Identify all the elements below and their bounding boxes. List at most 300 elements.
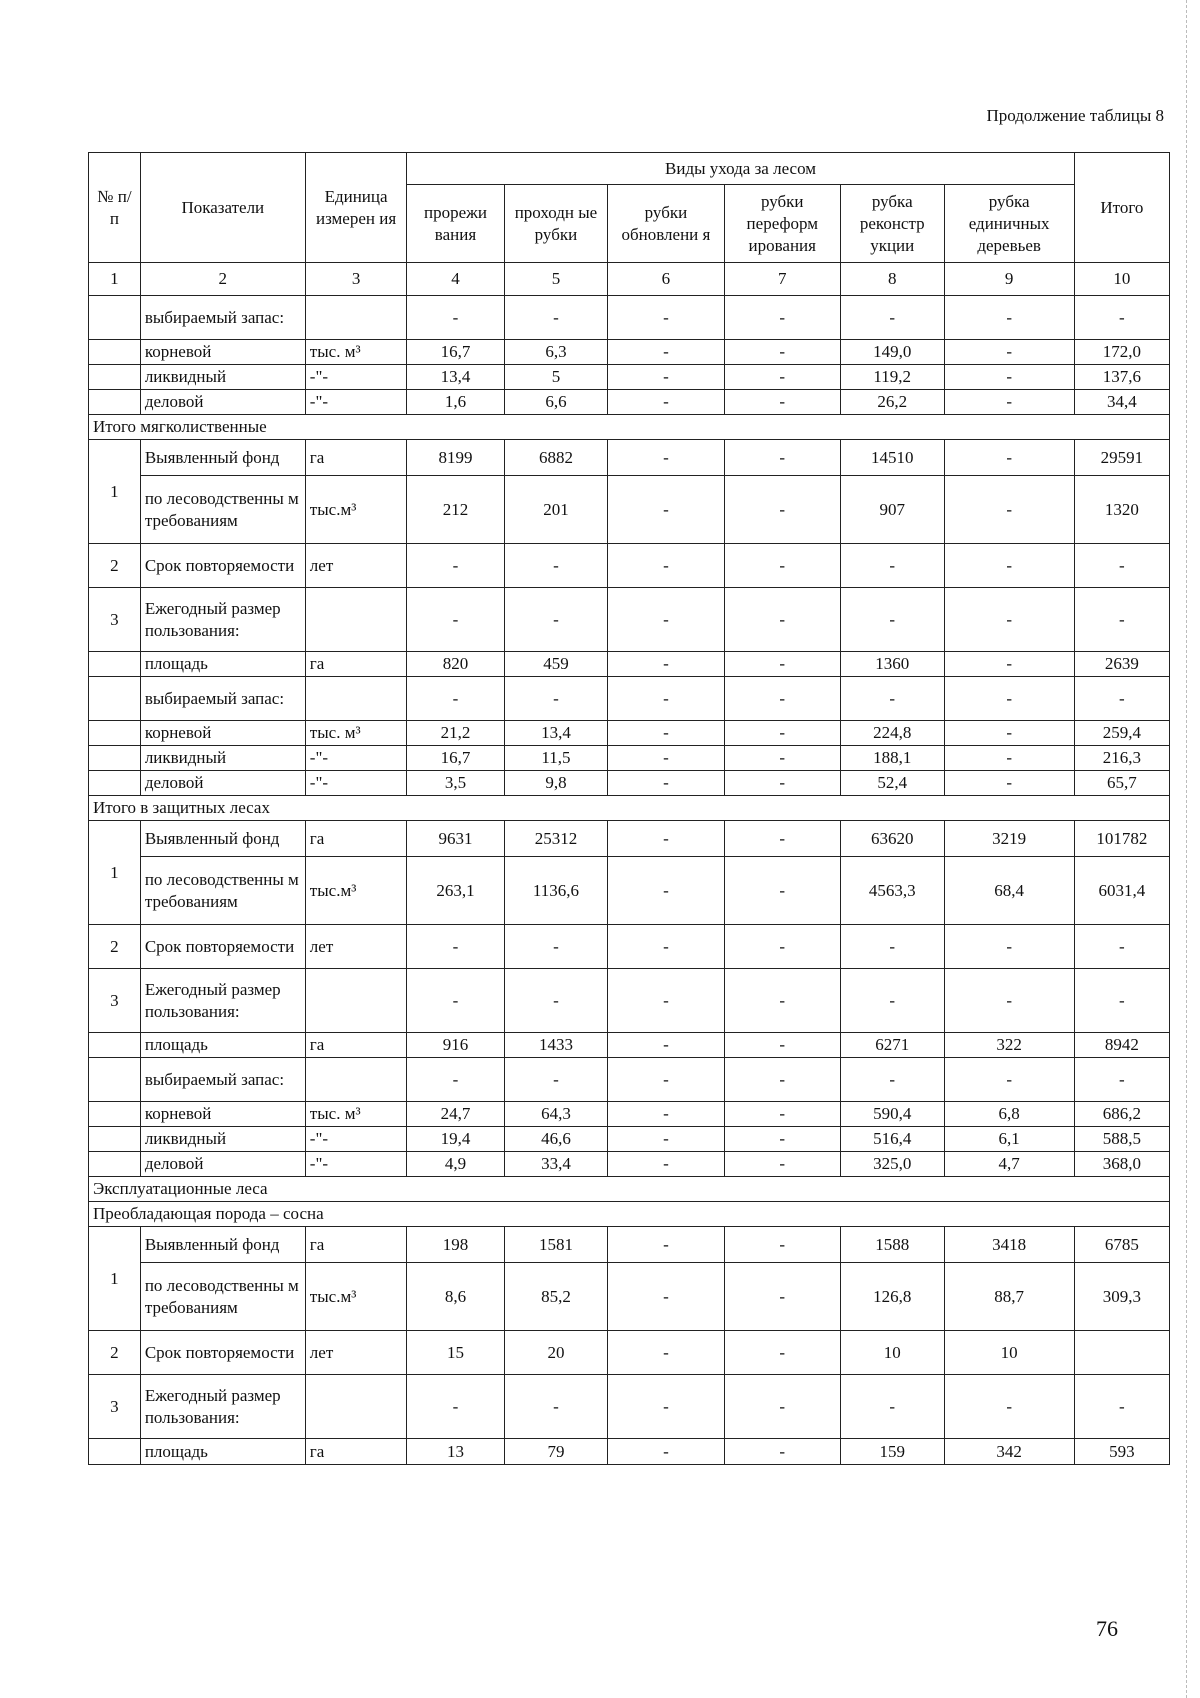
table-row [89, 340, 1170, 365]
row-value: 820 [407, 652, 504, 677]
row-value: - [944, 925, 1074, 969]
row-value: - [504, 588, 608, 652]
row-value: 10 [944, 1331, 1074, 1375]
row-value: - [840, 1375, 944, 1439]
row-unit [305, 1058, 407, 1102]
row-value: 588,5 [1074, 1127, 1169, 1152]
row-value: - [608, 677, 724, 721]
row-value: - [1074, 1058, 1169, 1102]
row-value: 19,4 [407, 1127, 504, 1152]
row-unit: -"- [305, 365, 407, 390]
header-total: Итого [1074, 153, 1169, 263]
row-value: - [724, 588, 840, 652]
row-value: 8199 [407, 440, 504, 476]
row-value: - [840, 1058, 944, 1102]
row-num: 1 [89, 440, 141, 544]
fund-row-volume [89, 857, 1170, 925]
table-row [89, 390, 1170, 415]
row-value: - [840, 925, 944, 969]
row-value: - [407, 588, 504, 652]
table-row [89, 544, 1170, 588]
row-value: - [608, 365, 724, 390]
row-num [89, 390, 141, 415]
row-value: - [608, 440, 724, 476]
row-value: - [724, 1058, 840, 1102]
row-unit: га [305, 1033, 407, 1058]
row-value: - [608, 296, 724, 340]
header-col-reconstruction: рубка реконстр укции [840, 185, 944, 263]
row-value: 16,7 [407, 340, 504, 365]
row-value: 149,0 [840, 340, 944, 365]
row-value: 216,3 [1074, 746, 1169, 771]
row-value: - [407, 969, 504, 1033]
row-value: 21,2 [407, 721, 504, 746]
row-value: 6031,4 [1074, 857, 1169, 925]
row-value: - [724, 1227, 840, 1263]
row-value: - [407, 677, 504, 721]
row-value: 516,4 [840, 1127, 944, 1152]
row-indicator: по лесоводственны м требованиям [140, 476, 305, 544]
table-row [89, 746, 1170, 771]
section-row [89, 1202, 1170, 1227]
row-num: 2 [89, 1331, 141, 1375]
row-value: - [724, 340, 840, 365]
row-unit: лет [305, 925, 407, 969]
row-value: 79 [504, 1439, 608, 1465]
table-row [89, 1102, 1170, 1127]
block-soft-leaved [89, 415, 1170, 796]
row-indicator: Срок повторяемости [140, 1331, 305, 1375]
row-value: 590,4 [840, 1102, 944, 1127]
row-indicator: ликвидный [140, 1127, 305, 1152]
row-value: 342 [944, 1439, 1074, 1465]
row-value: 3,5 [407, 771, 504, 796]
table-row [89, 1331, 1170, 1375]
row-value: 29591 [1074, 440, 1169, 476]
row-value: 5 [504, 365, 608, 390]
row-unit: га [305, 1227, 407, 1263]
row-value: - [608, 340, 724, 365]
row-value: 20 [504, 1331, 608, 1375]
row-value: 1136,6 [504, 857, 608, 925]
row-value: 10 [840, 1331, 944, 1375]
row-num: 3 [89, 969, 141, 1033]
row-unit [305, 677, 407, 721]
row-num [89, 771, 141, 796]
row-num [89, 1058, 141, 1102]
row-unit [305, 1375, 407, 1439]
row-value: 85,2 [504, 1263, 608, 1331]
row-unit: га [305, 1439, 407, 1465]
row-indicator: площадь [140, 1033, 305, 1058]
row-value: - [504, 677, 608, 721]
row-value: - [840, 544, 944, 588]
row-value: 259,4 [1074, 721, 1169, 746]
row-value: - [608, 1033, 724, 1058]
colnum-6: 6 [608, 263, 724, 296]
row-value: - [944, 771, 1074, 796]
row-indicator: площадь [140, 652, 305, 677]
row-value: - [944, 588, 1074, 652]
row-value: 916 [407, 1033, 504, 1058]
row-indicator: Ежегодный размер пользования: [140, 588, 305, 652]
row-value: 201 [504, 476, 608, 544]
row-value: 459 [504, 652, 608, 677]
header-num: № п/п [89, 153, 141, 263]
row-value: - [944, 365, 1074, 390]
forest-care-table [88, 152, 1170, 1465]
colnum-9: 9 [944, 263, 1074, 296]
table-row [89, 925, 1170, 969]
row-value: 322 [944, 1033, 1074, 1058]
row-value: - [724, 440, 840, 476]
row-value: - [608, 1375, 724, 1439]
row-unit: тыс.м³ [305, 857, 407, 925]
row-value: - [944, 1058, 1074, 1102]
row-num: 2 [89, 925, 141, 969]
row-value: - [608, 746, 724, 771]
row-indicator: Срок повторяемости [140, 544, 305, 588]
row-value: - [608, 969, 724, 1033]
row-indicator: деловой [140, 1152, 305, 1177]
row-value: - [407, 296, 504, 340]
row-unit: -"- [305, 1127, 407, 1152]
row-value: - [608, 721, 724, 746]
row-value: 4,9 [407, 1152, 504, 1177]
row-value: - [608, 1102, 724, 1127]
row-indicator: корневой [140, 721, 305, 746]
row-value: - [608, 1263, 724, 1331]
row-indicator: по лесоводственны м требованиям [140, 1263, 305, 1331]
row-value: 907 [840, 476, 944, 544]
row-value: - [1074, 969, 1169, 1033]
row-value: - [724, 476, 840, 544]
row-value: 46,6 [504, 1127, 608, 1152]
row-value: - [608, 821, 724, 857]
row-unit: лет [305, 544, 407, 588]
row-value: - [724, 544, 840, 588]
row-value: - [608, 1227, 724, 1263]
row-value: - [504, 1058, 608, 1102]
row-value: 1588 [840, 1227, 944, 1263]
row-indicator: Ежегодный размер пользования: [140, 1375, 305, 1439]
row-unit: тыс. м³ [305, 340, 407, 365]
row-value: 3219 [944, 821, 1074, 857]
block-protective-forests [89, 796, 1170, 1177]
row-value: - [407, 925, 504, 969]
row-value: - [1074, 544, 1169, 588]
row-value: - [504, 925, 608, 969]
section-title: Итого мягколиственные [89, 415, 1170, 440]
row-unit: тыс.м³ [305, 476, 407, 544]
block-exploitation-forests [89, 1177, 1170, 1465]
row-value: 26,2 [840, 390, 944, 415]
row-indicator: по лесоводственны м требованиям [140, 857, 305, 925]
row-value: 25312 [504, 821, 608, 857]
row-num [89, 365, 141, 390]
table-row [89, 721, 1170, 746]
row-value: 14510 [840, 440, 944, 476]
row-value: - [504, 1375, 608, 1439]
row-unit: тыс. м³ [305, 721, 407, 746]
row-value: - [944, 544, 1074, 588]
row-value: 126,8 [840, 1263, 944, 1331]
table-row [89, 588, 1170, 652]
row-value: - [1074, 677, 1169, 721]
table-row [89, 1033, 1170, 1058]
row-value: - [608, 652, 724, 677]
block-continued [89, 296, 1170, 415]
row-value: 33,4 [504, 1152, 608, 1177]
row-value: - [944, 652, 1074, 677]
row-unit: -"- [305, 390, 407, 415]
row-num [89, 1102, 141, 1127]
row-value: - [724, 721, 840, 746]
row-value: 9,8 [504, 771, 608, 796]
colnum-1: 1 [89, 263, 141, 296]
row-value: 188,1 [840, 746, 944, 771]
row-unit [305, 588, 407, 652]
row-value: 88,7 [944, 1263, 1074, 1331]
row-value: 8,6 [407, 1263, 504, 1331]
row-value: 4563,3 [840, 857, 944, 925]
row-value: - [608, 544, 724, 588]
row-value: - [608, 1331, 724, 1375]
row-value: - [724, 821, 840, 857]
row-value: 3418 [944, 1227, 1074, 1263]
row-value: - [608, 1127, 724, 1152]
row-value: - [944, 1375, 1074, 1439]
row-num [89, 677, 141, 721]
row-value: - [944, 721, 1074, 746]
row-indicator: площадь [140, 1439, 305, 1465]
row-value: 593 [1074, 1439, 1169, 1465]
row-value: - [724, 296, 840, 340]
table-row [89, 677, 1170, 721]
row-num: 1 [89, 821, 141, 925]
row-value: 6,8 [944, 1102, 1074, 1127]
row-value: - [840, 588, 944, 652]
row-unit: -"- [305, 771, 407, 796]
row-value: - [1074, 588, 1169, 652]
row-unit: га [305, 440, 407, 476]
row-value: 137,6 [1074, 365, 1169, 390]
row-value: 8942 [1074, 1033, 1169, 1058]
row-value: - [840, 969, 944, 1033]
row-value: - [724, 365, 840, 390]
row-value: - [608, 925, 724, 969]
section-row [89, 1177, 1170, 1202]
row-value: - [407, 544, 504, 588]
section-title: Итого в защитных лесах [89, 796, 1170, 821]
row-value: - [724, 969, 840, 1033]
row-value: 224,8 [840, 721, 944, 746]
row-value: 15 [407, 1331, 504, 1375]
row-indicator: Срок повторяемости [140, 925, 305, 969]
row-value: - [724, 771, 840, 796]
row-value: 1433 [504, 1033, 608, 1058]
row-num [89, 1439, 141, 1465]
header-col-reform: рубки переформ ирования [724, 185, 840, 263]
header-unit: Единица измерен ия [305, 153, 407, 263]
row-value: - [407, 1058, 504, 1102]
fund-row-area [89, 1227, 1170, 1263]
row-value: - [608, 476, 724, 544]
row-value: 686,2 [1074, 1102, 1169, 1127]
row-value: 6,1 [944, 1127, 1074, 1152]
row-value: 6785 [1074, 1227, 1169, 1263]
table-row [89, 1375, 1170, 1439]
row-value: - [724, 746, 840, 771]
row-value: 368,0 [1074, 1152, 1169, 1177]
row-value: 68,4 [944, 857, 1074, 925]
row-unit: лет [305, 1331, 407, 1375]
row-unit: га [305, 652, 407, 677]
row-num: 2 [89, 544, 141, 588]
row-value: - [944, 677, 1074, 721]
row-value: - [608, 1439, 724, 1465]
row-value: 6,3 [504, 340, 608, 365]
row-indicator: выбираемый запас: [140, 677, 305, 721]
row-value: - [724, 925, 840, 969]
row-value: - [944, 440, 1074, 476]
colnum-8: 8 [840, 263, 944, 296]
row-value: 11,5 [504, 746, 608, 771]
row-value: 9631 [407, 821, 504, 857]
row-value [1074, 1331, 1169, 1375]
section-row [89, 415, 1170, 440]
row-num [89, 746, 141, 771]
row-value: - [944, 746, 1074, 771]
table-row [89, 1127, 1170, 1152]
row-value: 263,1 [407, 857, 504, 925]
row-unit [305, 969, 407, 1033]
row-indicator: выбираемый запас: [140, 296, 305, 340]
row-indicator: Выявленный фонд [140, 440, 305, 476]
table-row [89, 771, 1170, 796]
row-num [89, 1127, 141, 1152]
row-value: - [944, 296, 1074, 340]
row-value: - [724, 1263, 840, 1331]
row-value: - [608, 588, 724, 652]
colnum-7: 7 [724, 263, 840, 296]
row-value: - [840, 296, 944, 340]
row-indicator: ликвидный [140, 365, 305, 390]
row-unit: -"- [305, 1152, 407, 1177]
row-value: - [944, 969, 1074, 1033]
row-value: 63620 [840, 821, 944, 857]
row-num [89, 721, 141, 746]
row-num [89, 296, 141, 340]
fund-row-area [89, 821, 1170, 857]
row-num [89, 1152, 141, 1177]
table-row [89, 652, 1170, 677]
row-value: - [724, 1375, 840, 1439]
row-value: 52,4 [840, 771, 944, 796]
row-value: - [840, 677, 944, 721]
section-row [89, 796, 1170, 821]
row-value: - [608, 1058, 724, 1102]
row-value: - [1074, 1375, 1169, 1439]
row-value: 1320 [1074, 476, 1169, 544]
row-value: 309,3 [1074, 1263, 1169, 1331]
row-value: 6271 [840, 1033, 944, 1058]
header-indicators: Показатели [140, 153, 305, 263]
fund-row-area [89, 440, 1170, 476]
row-value: 24,7 [407, 1102, 504, 1127]
row-indicator: выбираемый запас: [140, 1058, 305, 1102]
row-unit: тыс. м³ [305, 1102, 407, 1127]
row-value: - [724, 1102, 840, 1127]
row-value: - [944, 476, 1074, 544]
row-value: 34,4 [1074, 390, 1169, 415]
row-value: 101782 [1074, 821, 1169, 857]
section-title: Преобладающая порода – сосна [89, 1202, 1170, 1227]
row-value: - [724, 857, 840, 925]
row-unit: га [305, 821, 407, 857]
row-value: 1360 [840, 652, 944, 677]
row-unit: -"- [305, 746, 407, 771]
table-row [89, 969, 1170, 1033]
row-value: 64,3 [504, 1102, 608, 1127]
row-value: - [504, 296, 608, 340]
table-row [89, 1058, 1170, 1102]
header-col-passage: проходн ые рубки [504, 185, 608, 263]
fund-row-volume [89, 1263, 1170, 1331]
row-value: - [724, 1127, 840, 1152]
row-value: 2639 [1074, 652, 1169, 677]
row-num [89, 1033, 141, 1058]
row-value: - [608, 771, 724, 796]
row-value: - [407, 1375, 504, 1439]
row-value: - [608, 1152, 724, 1177]
table-caption: Продолжение таблицы 8 [986, 106, 1164, 125]
row-value: 1,6 [407, 390, 504, 415]
row-value: 65,7 [1074, 771, 1169, 796]
colnum-3: 3 [305, 263, 407, 296]
row-value: - [504, 969, 608, 1033]
row-num [89, 652, 141, 677]
page-number: 76 [1096, 1616, 1118, 1641]
row-value: - [504, 544, 608, 588]
row-value: 1581 [504, 1227, 608, 1263]
row-unit: тыс.м³ [305, 1263, 407, 1331]
row-indicator: Выявленный фонд [140, 821, 305, 857]
row-indicator: Выявленный фонд [140, 1227, 305, 1263]
row-value: 6882 [504, 440, 608, 476]
colnum-10: 10 [1074, 263, 1169, 296]
row-value: 325,0 [840, 1152, 944, 1177]
row-indicator: Ежегодный размер пользования: [140, 969, 305, 1033]
row-value: 4,7 [944, 1152, 1074, 1177]
row-num [89, 340, 141, 365]
table-row [89, 365, 1170, 390]
table-row [89, 1152, 1170, 1177]
section-title: Эксплуатационные леса [89, 1177, 1170, 1202]
row-indicator: корневой [140, 340, 305, 365]
row-value: - [724, 1033, 840, 1058]
header-col-thinning: прорежи вания [407, 185, 504, 263]
header-col-renewal: рубки обновлени я [608, 185, 724, 263]
row-value: - [608, 857, 724, 925]
fund-row-volume [89, 476, 1170, 544]
row-value: 16,7 [407, 746, 504, 771]
row-value: - [724, 677, 840, 721]
row-value: - [724, 1331, 840, 1375]
table-row [89, 296, 1170, 340]
row-indicator: деловой [140, 390, 305, 415]
row-unit [305, 296, 407, 340]
